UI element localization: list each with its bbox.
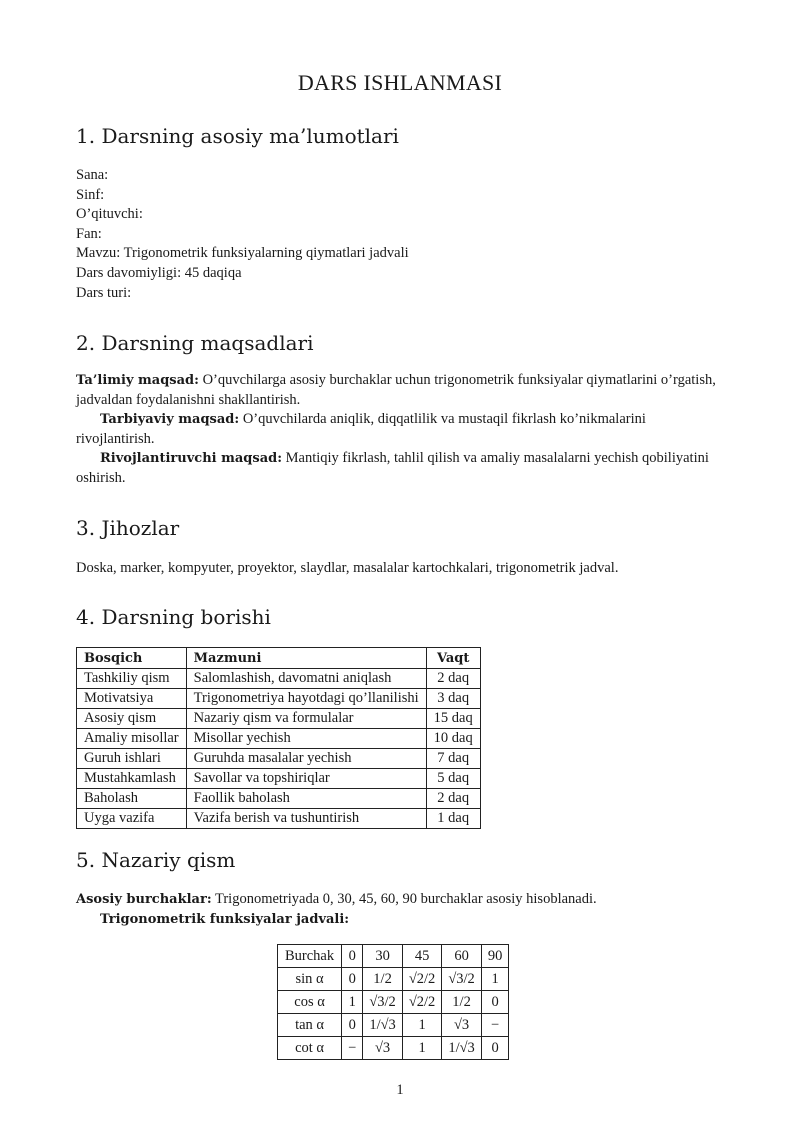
table-cell: √3 <box>363 1037 403 1060</box>
table-row <box>77 689 481 709</box>
table-cell: √3 <box>442 1014 482 1037</box>
table-cell: Misollar yechish <box>186 729 426 749</box>
info-topic: Mavzu: Trigonometrik funksiyalarning qiymatlari jadvali <box>76 245 409 262</box>
table-cell: Savollar va topshiriqlar <box>186 769 426 789</box>
section-1-heading: 1. Darsning asosiy ma’lumotlari <box>76 124 399 148</box>
table-cell: 1/√3 <box>363 1014 403 1037</box>
table-row <box>77 809 481 829</box>
table-cell: Uyga vazifa <box>77 809 187 829</box>
table-cell: 7 daq <box>426 749 480 769</box>
info-subject: Fan: <box>76 225 102 242</box>
table-cell: 1 <box>481 968 509 991</box>
table-cell: 10 daq <box>426 729 480 749</box>
table-row <box>278 1037 509 1060</box>
info-date: Sana: <box>76 167 109 183</box>
table-cell: Tashkiliy qism <box>77 669 187 689</box>
info-duration: Dars davomiyligi: 45 daqiqa <box>76 265 242 281</box>
table-cell: Burchak <box>278 945 342 968</box>
table-cell: √2/2 <box>402 991 442 1014</box>
info-teacher: O’qituvchi: <box>76 206 143 223</box>
table-cell: − <box>342 1037 363 1060</box>
table-cell: 3 daq <box>426 689 480 709</box>
table-cell: 45 <box>402 945 442 968</box>
table-row <box>278 1014 509 1037</box>
table-header-row <box>77 648 481 669</box>
table-cell: 2 daq <box>426 669 480 689</box>
table-cell: √3/2 <box>363 991 403 1014</box>
trig-table-caption-label: Trigonometrik funksiyalar jadvali: <box>100 911 350 927</box>
table-row <box>77 769 481 789</box>
table-cell: 1/√3 <box>442 1037 482 1060</box>
goal-upbringing <box>76 410 724 449</box>
table-cell: 1 <box>342 991 363 1014</box>
table-cell: 0 <box>342 945 363 968</box>
page-number: 1 <box>396 1082 404 1098</box>
section-2-heading: 2. Darsning maqsadlari <box>76 331 314 355</box>
table-cell: Guruh ishlari <box>77 749 187 769</box>
table-cell: √2/2 <box>402 968 442 991</box>
table-cell: Asosiy qism <box>77 709 187 729</box>
table-cell: Vazifa berish va tushuntirish <box>186 809 426 829</box>
goal-developmental <box>76 449 724 488</box>
table-cell: tan α <box>278 1014 342 1037</box>
table-cell: Guruhda masalalar yechish <box>186 749 426 769</box>
column-header: Bosqich <box>77 648 187 669</box>
section-5-heading: 5. Nazariy qism <box>76 848 236 872</box>
basic-angles-paragraph <box>76 890 597 910</box>
document-title: DARS ISHLANMASI <box>297 70 503 95</box>
table-row <box>77 749 481 769</box>
basic-angles-text: Trigonometriyada 0, 30, 45, 60, 90 burchaklar asosiy hisoblanadi. <box>211 891 597 907</box>
table-cell: Motivatsiya <box>77 689 187 709</box>
goal-upbringing-text: O’quvchilarda aniqlik, diqqatlilik va mustaqil fikrlash ko’nikmalarini rivojlantirish. <box>76 411 646 447</box>
section-3-heading: 3. Jihozlar <box>76 516 180 540</box>
table-cell: Baholash <box>77 789 187 809</box>
goal-upbringing-label: Tarbiyaviy maqsad: <box>100 412 240 428</box>
table-cell: − <box>481 1014 509 1037</box>
goal-educational-label: Ta’limiy maqsad: <box>76 373 199 388</box>
table-row <box>278 968 509 991</box>
table-cell: 0 <box>342 1014 363 1037</box>
trig-table-caption <box>100 910 349 930</box>
table-cell: 1/2 <box>363 968 403 991</box>
table-cell: Trigonometriya hayotdagi qo’llanilishi <box>186 689 426 709</box>
table-row <box>77 709 481 729</box>
info-class: Sinf: <box>76 186 105 203</box>
table-cell: 15 daq <box>426 709 480 729</box>
table-row <box>77 669 481 689</box>
table-row <box>77 729 481 749</box>
table-cell: 0 <box>481 1037 509 1060</box>
lesson-plan-table <box>76 647 481 829</box>
table-header-row <box>278 945 509 968</box>
table-cell: 30 <box>363 945 403 968</box>
table-cell: 60 <box>442 945 482 968</box>
table-cell: 0 <box>481 991 509 1014</box>
basic-angles-label: Asosiy burchaklar: <box>76 892 212 907</box>
goal-developmental-text: Mantiqiy fikrlash, tahlil qilish va amaliy masalalarni yechish qobiliyatini oshirish. <box>76 450 709 486</box>
table-cell: 0 <box>342 968 363 991</box>
table-cell: 2 daq <box>426 789 480 809</box>
equipment-text: Doska, marker, kompyuter, proyektor, slaydlar, masalalar kartochkalari, trigonometrik jadval. <box>76 560 619 576</box>
table-cell: 5 daq <box>426 769 480 789</box>
goal-educational-text: O’quvchilarga asosiy burchaklar uchun trigonometrik funksiyalar qiymatlarini o’rgatish, jadvaldan foydalanishni shakllantirish. <box>76 372 716 408</box>
table-cell: 1 <box>402 1037 442 1060</box>
table-row <box>278 991 509 1014</box>
table-cell: cot α <box>278 1037 342 1060</box>
column-header: Mazmuni <box>186 648 426 669</box>
table-cell: 1/2 <box>442 991 482 1014</box>
section-4-heading: 4. Darsning borishi <box>76 605 271 629</box>
table-cell: Amaliy misollar <box>77 729 187 749</box>
trig-values-table <box>277 944 509 1060</box>
table-cell: cos α <box>278 991 342 1014</box>
table-cell: 90 <box>481 945 509 968</box>
table-cell: 1 daq <box>426 809 480 829</box>
table-cell: sin α <box>278 968 342 991</box>
table-cell: Mustahkamlash <box>77 769 187 789</box>
table-row <box>77 789 481 809</box>
column-header: Vaqt <box>426 648 480 669</box>
goal-educational <box>76 371 724 410</box>
table-cell: √3/2 <box>442 968 482 991</box>
goal-developmental-label: Rivojlantiruvchi maqsad: <box>100 451 283 467</box>
table-cell: Nazariy qism va formulalar <box>186 709 426 729</box>
info-lesson-type: Dars turi: <box>76 284 132 301</box>
table-cell: Salomlashish, davomatni aniqlash <box>186 669 426 689</box>
table-cell: 1 <box>402 1014 442 1037</box>
table-cell: Faollik baholash <box>186 789 426 809</box>
